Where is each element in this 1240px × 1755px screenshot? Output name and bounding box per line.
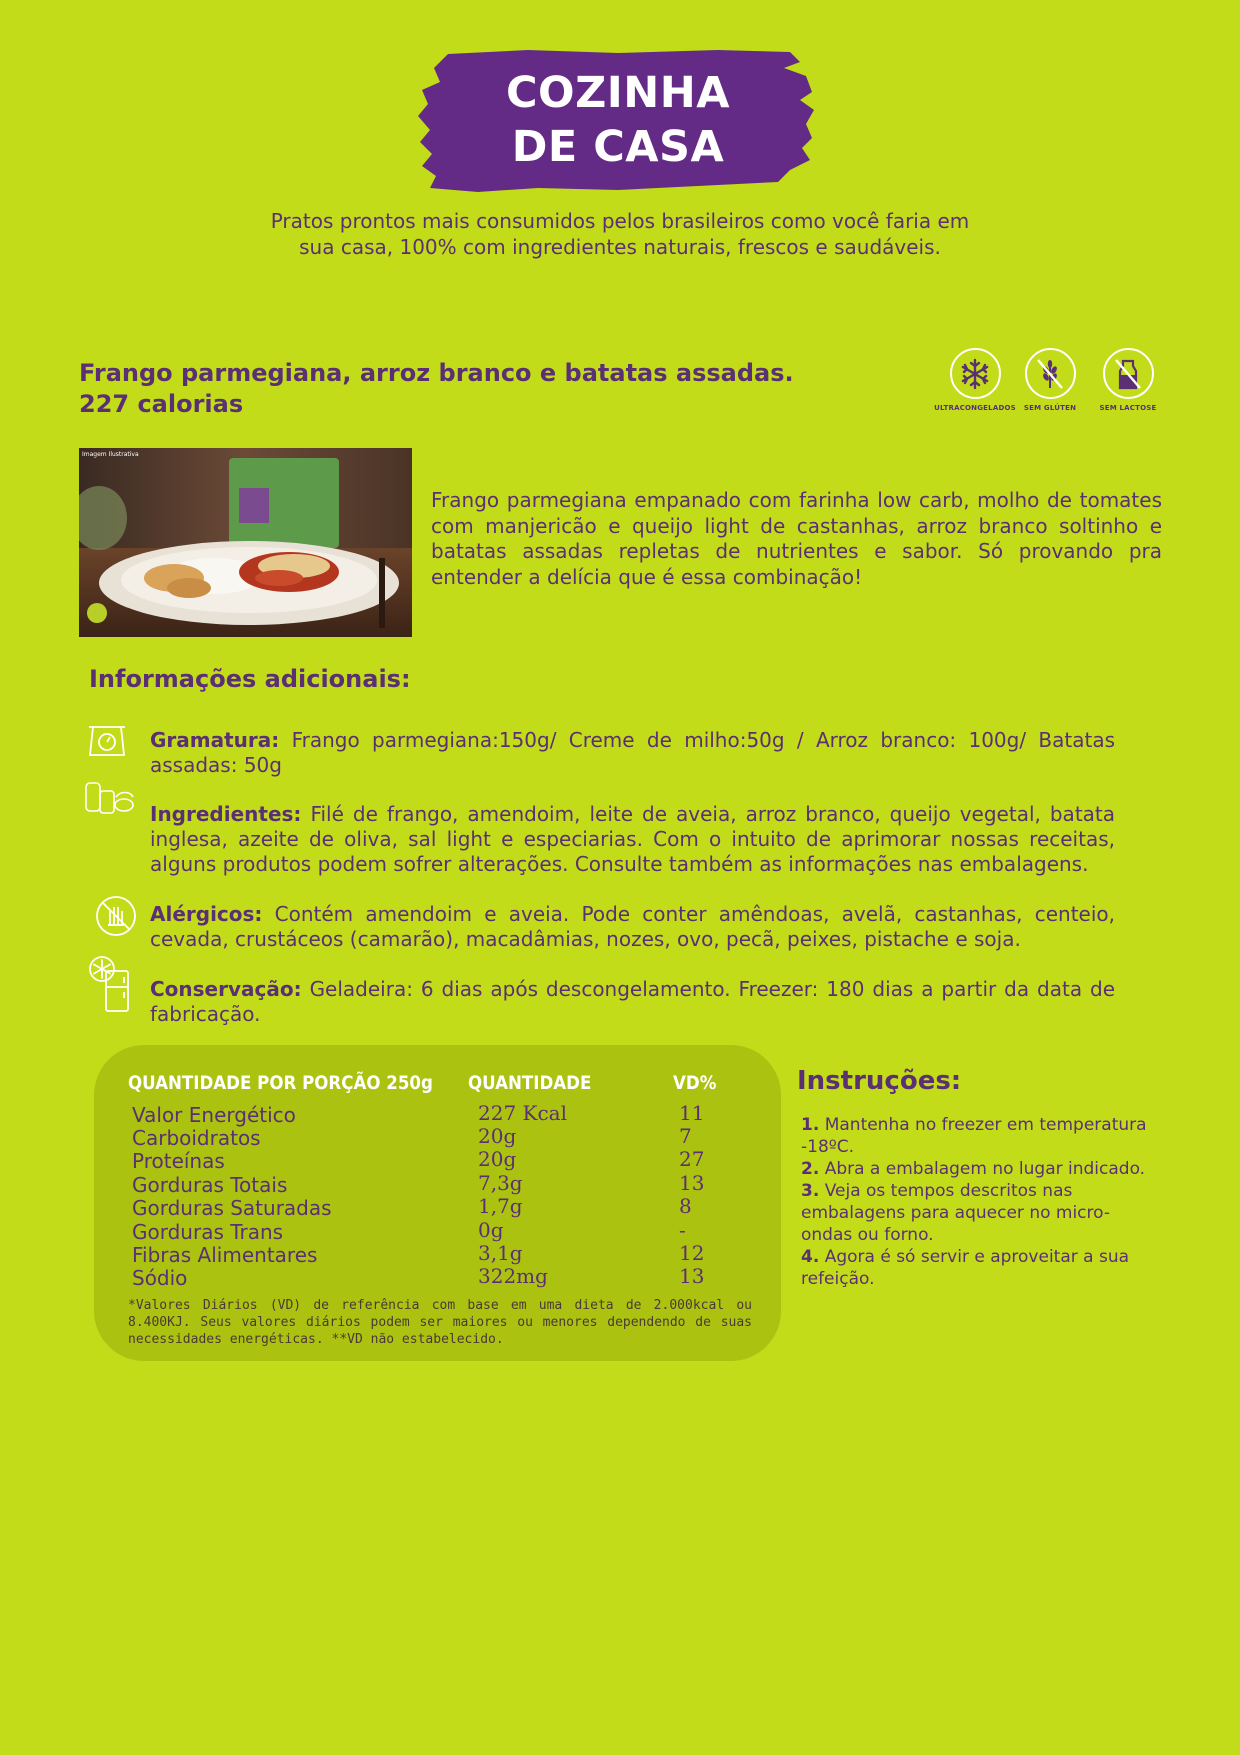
step-text: Agora é só servir e aproveitar a sua refeição. xyxy=(801,1247,1130,1289)
nutrition-footnote: *Valores Diários (VD) de referência com base em uma dieta de 2.000kcal ou 8.400KJ. Seus valores diários podem ser maiores ou menores dependendo de suas necessidades energéticas. **VD não estabelecido. xyxy=(128,1298,752,1347)
nutrition-row-qty: 322mg xyxy=(478,1264,548,1288)
nutrition-row-qty: 7,3g xyxy=(478,1171,523,1195)
weight-info xyxy=(150,728,1115,778)
instruction-step xyxy=(801,1180,1161,1246)
nutrition-row-vd: 7 xyxy=(679,1124,692,1148)
nutrition-row-name: Gorduras Saturadas xyxy=(132,1196,332,1220)
nutrition-row-name: Fibras Alimentares xyxy=(132,1243,318,1267)
scale-icon xyxy=(86,723,128,763)
step-text: Veja os tempos descritos nas embalagens para aquecer no micro-ondas ou forno. xyxy=(801,1181,1110,1245)
nutrition-row-qty: 0g xyxy=(478,1218,504,1242)
photo-tag: Imagem Ilustrativa xyxy=(82,451,139,458)
badge-label: SEM GLÚTEN xyxy=(1023,404,1077,412)
product-title xyxy=(79,358,799,420)
nutrition-row-name: Gorduras Totais xyxy=(132,1173,288,1197)
additional-info-heading: Informações adicionais: xyxy=(89,665,411,693)
brand-logo xyxy=(418,50,818,195)
allergens-label: Alérgicos: xyxy=(150,902,263,926)
nutrition-header-vd: VD% xyxy=(673,1073,717,1094)
instruction-step xyxy=(801,1246,1161,1290)
nutrition-row-qty: 1,7g xyxy=(478,1194,523,1218)
ingredients-info xyxy=(150,802,1115,877)
allergen-hand-icon xyxy=(95,895,137,941)
nutrition-row-vd: 27 xyxy=(679,1147,705,1171)
instruction-step xyxy=(801,1114,1161,1158)
nutrition-header-serving: QUANTIDADE POR PORÇÃO 250g xyxy=(128,1073,433,1094)
nutrition-row-vd: 13 xyxy=(679,1171,705,1195)
ingredients-icon xyxy=(82,777,136,821)
instruction-step xyxy=(801,1158,1161,1180)
weight-label: Gramatura: xyxy=(150,728,280,752)
allergens-info xyxy=(150,902,1115,952)
nutrition-row-name: Sódio xyxy=(132,1266,188,1290)
instructions-heading: Instruções: xyxy=(797,1066,962,1096)
nutrition-header-quantity: QUANTIDADE xyxy=(468,1073,592,1094)
ingredients-text: Filé de frango, amendoim, leite de aveia, arroz branco, queijo vegetal, batata inglesa, azeite de oliva, sal light e especiarias. Com o intuito de aprimorar nossas receitas, alguns produtos podem sofrer alterações. Consulte também as informações nas embalagens. xyxy=(150,802,1116,876)
nutrition-row-qty: 20g xyxy=(478,1147,517,1171)
nutrition-row-qty: 227 Kcal xyxy=(478,1101,567,1125)
product-description: Frango parmegiana empanado com farinha low carb, molho de tomates com manjericão e queijo light de castanhas, arroz branco soltinho e batatas assadas repletas de nutrientes e sabor. Só provando pra entender a delícia que é essa combinação! xyxy=(431,488,1162,589)
snowflake-icon xyxy=(950,348,1001,399)
badge-lactose-free xyxy=(1083,348,1173,412)
nutrition-row-name: Valor Energético xyxy=(132,1103,296,1127)
nutrition-row-qty: 3,1g xyxy=(478,1241,523,1265)
nutrition-row-vd: 11 xyxy=(679,1101,705,1125)
brand-subtitle: Pratos prontos mais consumidos pelos brasileiros como você faria em sua casa, 100% com ingredientes naturais, frescos e saudáveis. xyxy=(270,209,970,259)
nutrition-row-name: Carboidratos xyxy=(132,1126,261,1150)
step-number: 4. xyxy=(801,1247,820,1267)
brand-title-line2: DE CASA xyxy=(511,122,725,172)
badge-label: SEM LACTOSE xyxy=(1099,404,1157,412)
no-wheat-icon xyxy=(1025,348,1076,399)
freezer-icon xyxy=(88,955,134,1017)
storage-info xyxy=(150,977,1115,1027)
step-number: 2. xyxy=(801,1159,820,1179)
nutrition-row-vd: - xyxy=(679,1218,686,1242)
allergens-text: Contém amendoim e aveia. Pode conter amêndoas, avelã, castanhas, centeio, cevada, crustáceos (camarão), macadâmias, nozes, ovo, pecã, peixes, pistache e soja. xyxy=(150,902,1116,951)
nutrition-row-vd: 12 xyxy=(679,1241,705,1265)
step-text: Abra a embalagem no lugar indicado. xyxy=(824,1159,1146,1179)
nutrition-row-name: Proteínas xyxy=(132,1149,225,1173)
brand-title-line1: COZINHA xyxy=(505,68,731,118)
instructions-list xyxy=(801,1114,1161,1290)
product-photo xyxy=(79,448,412,637)
no-milk-icon xyxy=(1103,348,1154,399)
step-text: Mantenha no freezer em temperatura -18ºC. xyxy=(801,1115,1147,1157)
step-number: 3. xyxy=(801,1181,820,1201)
storage-text: Geladeira: 6 dias após descongelamento. Freezer: 180 dias a partir da data de fabricação. xyxy=(150,977,1116,1026)
nutrition-row-vd: 13 xyxy=(679,1264,705,1288)
storage-label: Conservação: xyxy=(150,977,302,1001)
ingredients-label: Ingredientes: xyxy=(150,802,302,826)
badge-label: ULTRACONGELADOS xyxy=(934,404,1016,412)
step-number: 1. xyxy=(801,1115,820,1135)
product-name: Frango parmegiana, arroz branco e batatas assadas. xyxy=(79,359,794,387)
weight-text: Frango parmegiana:150g/ Creme de milho:50g / Arroz branco: 100g/ Batatas assadas: 50g xyxy=(150,728,1115,777)
nutrition-row-qty: 20g xyxy=(478,1124,517,1148)
nutrition-row-name: Gorduras Trans xyxy=(132,1220,284,1244)
nutrition-row-vd: 8 xyxy=(679,1194,692,1218)
product-calories: 227 calorias xyxy=(79,390,244,418)
badge-gluten-free xyxy=(1005,348,1095,412)
